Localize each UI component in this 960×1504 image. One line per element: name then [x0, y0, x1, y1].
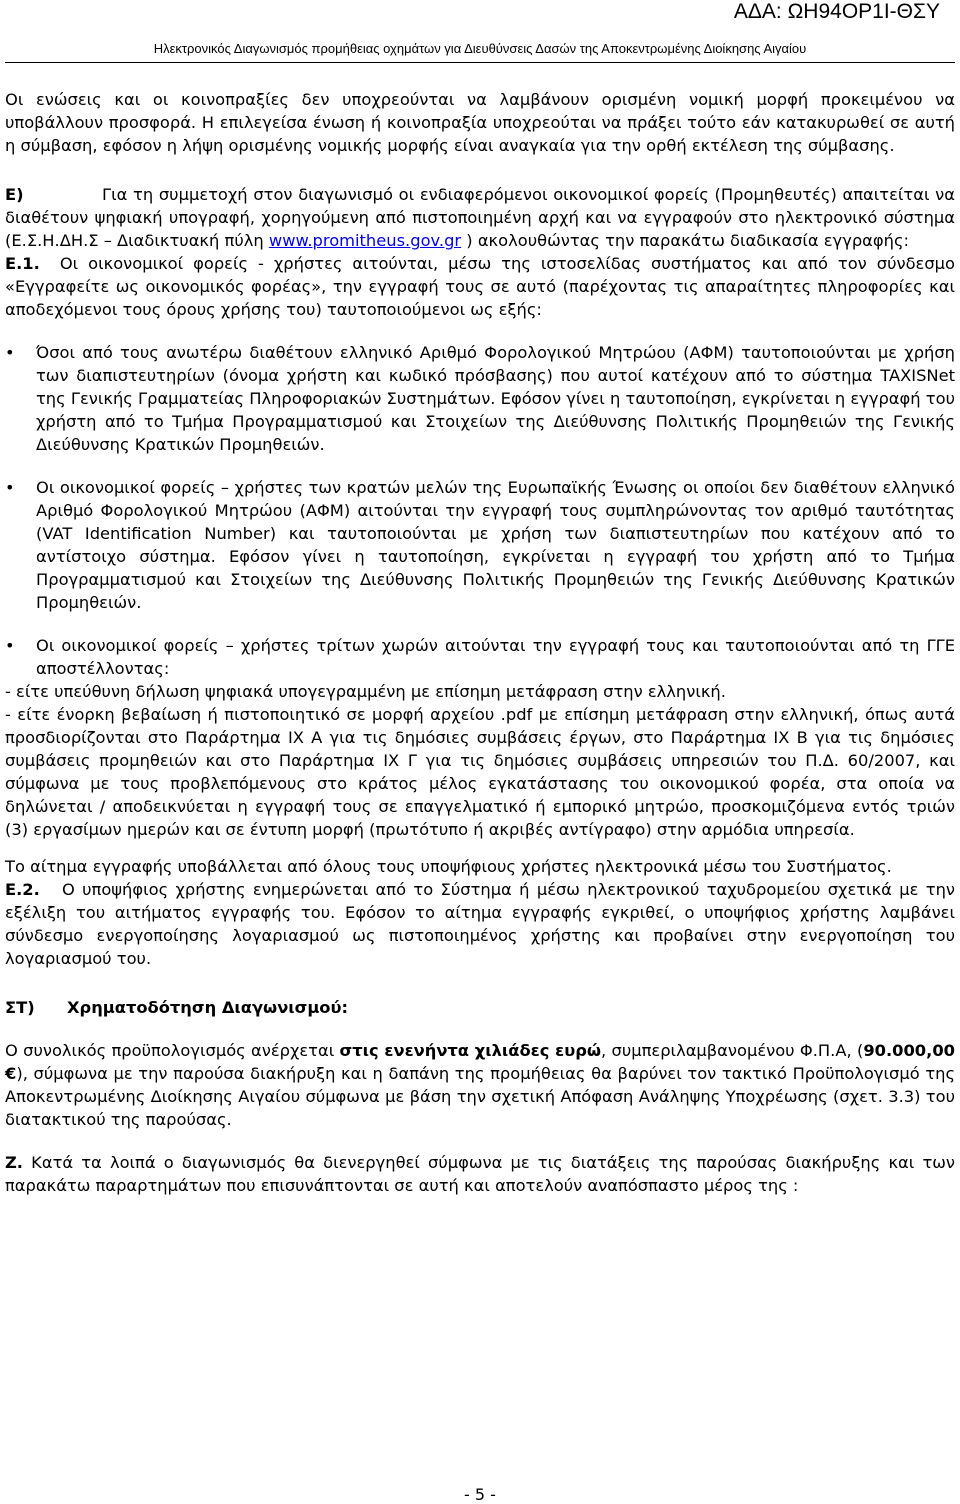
bullet-item-text: Οι οικονομικοί φορείς – χρήστες τρίτων χωρών αιτούνται την εγγραφή τους και ταυτοποιούνται από τη ΓΓΕ αποστέλλοντας:: [36, 636, 955, 678]
ada-code: ΑΔΑ: ΩΗ94ΟΡ1Ι-ΘΣΥ: [733, 0, 940, 23]
paragraph-e2: [5, 878, 955, 970]
section-heading-st: [5, 996, 955, 1019]
section-label-e2: Ε.2.: [5, 880, 40, 899]
dash-item-affidavit: - είτε ένορκη βεβαίωση ή πιστοποιητικό σε μορφή αρχείου .pdf με επίσημη μετάφραση στην ελληνική, όπως αυτά προσδιορίζονται στο Παράρτημα IX A για τις δημόσιες συμβάσεις έργων, στο Παράρτημα IX B για τις δημόσιες συμβάσεις προμηθειών και στο Παράρτημα IX Γ για τις δημόσιες συμβάσεις υπηρεσιών του Π.Δ. 60/2007, και σύμφωνα με τους προβλεπόμενους στο κράτος μέλος εγκατάστασης του οικονομικού φορέα, στα οποία να δηλώνεται / αποδεικνύεται η εγγραφή τους σε επαγγελματικό ή εμπορικό μητρώο, προσκομιζόμενα εντός τριών (3) εργασίμων ημερών και σε έντυπη μορφή (πρωτότυπο ή ακριβές αντίγραφο) στην αρμόδια υπηρεσία.: [5, 705, 955, 839]
paragraph-z: [5, 1151, 955, 1197]
header-divider: [5, 62, 955, 63]
paragraph-e1-text: Οι οικονομικοί φορείς - χρήστες αιτούνται, μέσω της ιστοσελίδας συστήματος και από τον σύνδεσμο «Εγγραφείτε ως οικονομικός φορέας», την εγγραφή τους σε αυτό (παρέχοντας τις απαραίτητες πληροφορίες και αποδεχόμενοι τους όρους χρήσης του) ταυτοποιούμενοι ως εξής:: [5, 254, 955, 319]
bullet-item-afm: [5, 341, 955, 456]
paragraph-submission: Το αίτημα εγγραφής υποβάλλεται από όλους τους υποψήφιους χρήστες ηλεκτρονικά μέσω του Συστήματος.: [5, 857, 892, 876]
bullet-icon: •: [5, 343, 15, 362]
bullet-item-text: Οι οικονομικοί φορείς – χρήστες των κρατών μελών της Ευρωπαϊκής Ένωσης οι οποίοι δεν διαθέτουν ελληνικό Αριθμό Φορολογικού Μητρώου (ΑΦΜ) αιτούνται την εγγραφή τους συμπληρώνοντας τον αριθμό ταυτότητας (VAT Identification Number) και ταυτοποιούνται με χρήση των διαπιστευτηρίων που κατέχουν από το αντίστοιχο σύστημα. Εφόσον γίνει η ταυτοποίηση, εγκρίνεται η εγγραφή του χρήστη από το Τμήμα Προγραμματισμού και Στοιχείων της Διεύθυνσης Πολιτικής Προμηθειών της Γενικής Διεύθυνσης Κρατικών Προμηθειών.: [36, 478, 955, 612]
section-label-e: Ε): [5, 185, 24, 204]
paragraph-budget: [5, 1039, 955, 1131]
bullet-item-text: Όσοι από τους ανωτέρω διαθέτουν ελληνικό Αριθμό Φορολογικού Μητρώου (ΑΦΜ) ταυτοποιούνται με χρήση των διαπιστευτηρίων (όνομα χρήστη και κωδικό πρόσβασης) που αυτοί κατέχουν από το σύστημα TAXISNet της Γενικής Γραμματείας Πληροφοριακών Συστημάτων. Εφόσον γίνει η ταυτοποίηση, εγκρίνεται η εγγραφή του χρήστη από το Τμήμα Προγραμματισμού και Στοιχείων της Διεύθυνσης Πολιτικής Προμηθειών της Γενικής Διεύθυνσης Κρατικών Προμηθειών.: [36, 343, 955, 454]
bullet-item-third-countries: [5, 634, 955, 680]
budget-text-mid: , συμπεριλαμβανομένου Φ.Π.Α, (: [601, 1041, 864, 1060]
budget-text-pre: Ο συνολικός προϋπολογισμός ανέρχεται: [5, 1041, 335, 1060]
document-header: Ηλεκτρονικός Διαγωνισμός προμήθειας οχημάτων για Διευθύνσεις Δασών της Αποκεντρωμένης Διοίκησης Αιγαίου: [153, 41, 807, 56]
page-number: - 5 -: [464, 1485, 496, 1504]
budget-amount: 90.000,00 €: [5, 1041, 955, 1083]
section-label-z: Ζ.: [5, 1153, 23, 1172]
dash-item-declaration: - είτε υπεύθυνη δήλωση ψηφιακά υπογεγραμμένη με επίσημη μετάφραση στην ελληνική.: [5, 682, 726, 701]
section-label-e1: Ε.1.: [5, 254, 40, 273]
paragraph-e: [5, 183, 955, 252]
bullet-icon: •: [5, 478, 15, 497]
paragraph-e2-text: Ο υποψήφιος χρήστης ενημερώνεται από το Σύστημα ή μέσω ηλεκτρονικού ταχυδρομείου σχετικά με την εξέλιξη του αιτήματος εγγραφής του. Εφόσον το αίτημα εγγραφής εγκριθεί, ο υποψήφιος χρήστης λαμβάνει σύνδεσμο ενεργοποίησης λογαριασμού ως πιστοποιημένος χρήστης και προβαίνει στην ενεργοποίηση του λογαριασμού του.: [5, 880, 955, 968]
paragraph-e1: [5, 252, 955, 321]
section-title-financing: Χρηματοδότηση Διαγωνισμού:: [67, 998, 348, 1017]
paragraph-z-text: Κατά τα λοιπά ο διαγωνισμός θα διενεργηθεί σύμφωνα με τις διατάξεις της παρούσας διακήρυξης και των παρακάτω παραρτημάτων που επισυνάπτονται σε αυτή και αποτελούν αναπόσπαστο μέρος της :: [5, 1153, 955, 1195]
promitheus-link[interactable]: www.promitheus.gov.gr: [268, 231, 462, 250]
bullet-icon: •: [5, 636, 15, 655]
document-body: [5, 88, 955, 1197]
paragraph-e-text-after: ) ακολουθώντας την παρακάτω διαδικασία εγγραφής:: [466, 231, 909, 250]
budget-text-post: ), σύμφωνα με την παρούσα διακήρυξη και η δαπάνη της προμήθειας θα βαρύνει τον τακτικό Προϋπολογισμό της Αποκεντρωμένης Διοίκησης Αιγαίου σύμφωνα με βάση την σχετική Απόφαση Ανάληψης Υποχρέωσης (σχετ. 3.3) του διατακτικού της παρούσας.: [5, 1064, 955, 1129]
paragraph-e-text: Για τη συμμετοχή στον διαγωνισμό οι ενδιαφερόμενοι οικονομικοί φορείς (Προμηθευτές) απαιτείται να διαθέτουν ψηφιακή υπογραφή, χορηγούμενη από πιστοποιημένη αρχή και να εγγραφούν στο ηλεκτρονικό σύστημα (Ε.Σ.Η.ΔΗ.Σ – Διαδικτυακή πύλη: [5, 185, 955, 250]
paragraph-joint-ventures: Οι ενώσεις και οι κοινοπραξίες δεν υποχρεούνται να λαμβάνουν ορισμένη νομική μορφή προκειμένου να υποβάλλουν προσφορά. Η επιλεγείσα ένωση ή κοινοπραξία υποχρεούται να πράξει τούτο εάν κατακυρωθεί σε αυτή η σύμβαση, εφόσον η λήψη ορισμένης νομικής μορφής είναι αναγκαία για την ορθή εκτέλεση της σύμβασης.: [5, 90, 955, 155]
budget-words: στις ενενήντα χιλιάδες ευρώ: [339, 1041, 602, 1060]
bullet-item-eu: [5, 476, 955, 614]
section-label-st: ΣΤ): [5, 998, 35, 1017]
